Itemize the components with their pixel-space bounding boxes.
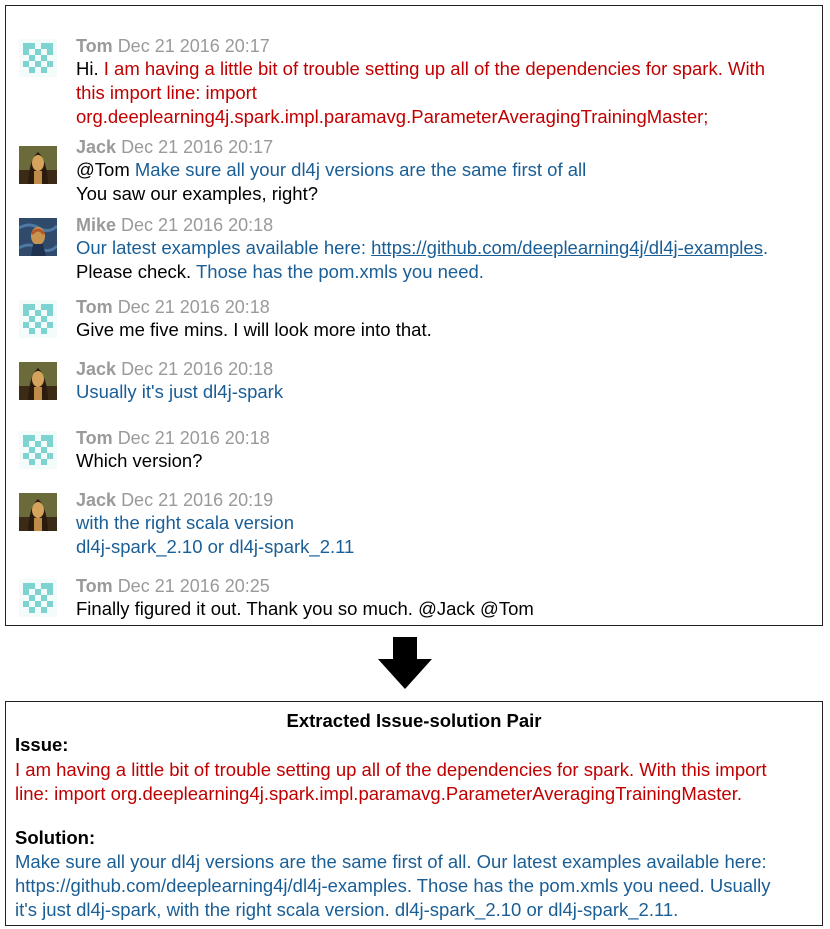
message-line <box>76 597 812 621</box>
solution-line: https://github.com/deeplearning4j/dl4j-examples. Those has the pom.xmls you need. Usually <box>15 875 771 896</box>
message-text: with the right scala version <box>76 512 294 533</box>
message-line <box>76 449 812 473</box>
avatar <box>19 362 57 400</box>
author-name: Jack <box>76 137 117 157</box>
author-name: Tom <box>76 576 113 596</box>
message-body <box>76 214 812 284</box>
avatar <box>19 300 57 338</box>
message-body <box>76 35 812 129</box>
timestamp: Dec 21 2016 20:25 <box>117 576 270 596</box>
author-name: Tom <box>76 297 113 317</box>
message-body <box>76 489 812 559</box>
message-meta <box>76 214 812 236</box>
message-body <box>76 427 812 473</box>
timestamp: Dec 21 2016 20:17 <box>117 36 270 56</box>
message-text: Those has the pom.xmls you need. <box>195 261 484 282</box>
issue-line: line: import org.deeplearning4j.spark.impl.paramavg.ParameterAveragingTrainingMaster. <box>15 783 743 804</box>
message-text: this import line: import <box>76 82 257 103</box>
solution-line: Make sure all your dl4j versions are the same first of all. Our latest examples available here: <box>15 851 767 872</box>
avatar <box>19 146 57 184</box>
message-line <box>76 318 812 342</box>
timestamp: Dec 21 2016 20:18 <box>121 215 274 235</box>
message-line <box>76 105 812 129</box>
issue-text <box>15 758 816 806</box>
down-arrow-icon <box>378 637 432 689</box>
message-line <box>76 158 812 182</box>
author-name: Tom <box>76 36 113 56</box>
message-text: . <box>762 237 769 258</box>
message-meta <box>76 575 812 597</box>
message-text: org.deeplearning4j.spark.impl.paramavg.ParameterAveragingTrainingMaster; <box>76 106 709 127</box>
author-name: Mike <box>76 215 117 235</box>
timestamp: Dec 21 2016 20:19 <box>121 490 274 510</box>
message-text: Our latest examples available here: <box>76 237 372 258</box>
message-text: Hi. <box>76 58 104 79</box>
avatar <box>19 431 57 469</box>
author-name: Tom <box>76 428 113 448</box>
message-line <box>76 260 812 284</box>
solution-line: it's just dl4j-spark, with the right scala version. dl4j-spark_2.10 or dl4j-spark_2.11. <box>15 899 679 920</box>
timestamp: Dec 21 2016 20:18 <box>117 428 270 448</box>
message-line <box>76 236 812 260</box>
message-text: Finally figured it out. Thank you so much. @Jack @Tom <box>76 598 534 619</box>
message-line <box>76 182 812 206</box>
message-text: Give me five mins. I will look more into that. <box>76 319 432 340</box>
message-meta <box>76 136 812 158</box>
timestamp: Dec 21 2016 20:18 <box>121 359 274 379</box>
avatar <box>19 579 57 617</box>
message-text: Please check. <box>76 261 196 282</box>
message-meta <box>76 427 812 449</box>
message-meta <box>76 296 812 318</box>
solution-label: Solution: <box>15 827 96 848</box>
message-text: Usually it's just dl4j-spark <box>76 381 284 402</box>
avatar <box>19 39 57 77</box>
message-text: You saw our examples, right? <box>76 183 319 204</box>
author-name: Jack <box>76 359 117 379</box>
chat-transcript <box>5 5 823 626</box>
timestamp: Dec 21 2016 20:17 <box>121 137 274 157</box>
message-body <box>76 296 812 342</box>
message-text: @Tom <box>76 159 135 180</box>
message-line <box>76 535 812 559</box>
message-text: dl4j-spark_2.10 or dl4j-spark_2.11 <box>76 536 355 557</box>
message-line <box>76 380 812 404</box>
message-text: I am having a little bit of trouble setting up all of the dependencies for spark. With <box>103 58 765 79</box>
panel-title: Extracted Issue-solution Pair <box>286 710 542 731</box>
issue-label: Issue: <box>15 734 69 755</box>
message-meta <box>76 358 812 380</box>
examples-link[interactable]: https://github.com/deeplearning4j/dl4j-examples <box>371 237 763 258</box>
timestamp: Dec 21 2016 20:18 <box>117 297 270 317</box>
avatar <box>19 218 57 256</box>
message-body <box>76 136 812 206</box>
message-body <box>76 575 812 621</box>
issue-line: I am having a little bit of trouble setting up all of the dependencies for spark. With this import <box>15 759 767 780</box>
message-body <box>76 358 812 404</box>
message-meta <box>76 35 812 57</box>
message-text: Make sure all your dl4j versions are the same first of all <box>134 159 587 180</box>
message-line <box>76 57 812 81</box>
avatar <box>19 493 57 531</box>
message-line <box>76 81 812 105</box>
solution-text <box>15 850 816 922</box>
message-meta <box>76 489 812 511</box>
message-line <box>76 511 812 535</box>
author-name: Jack <box>76 490 117 510</box>
issue-solution-panel <box>5 701 823 926</box>
message-text: Which version? <box>76 450 203 471</box>
